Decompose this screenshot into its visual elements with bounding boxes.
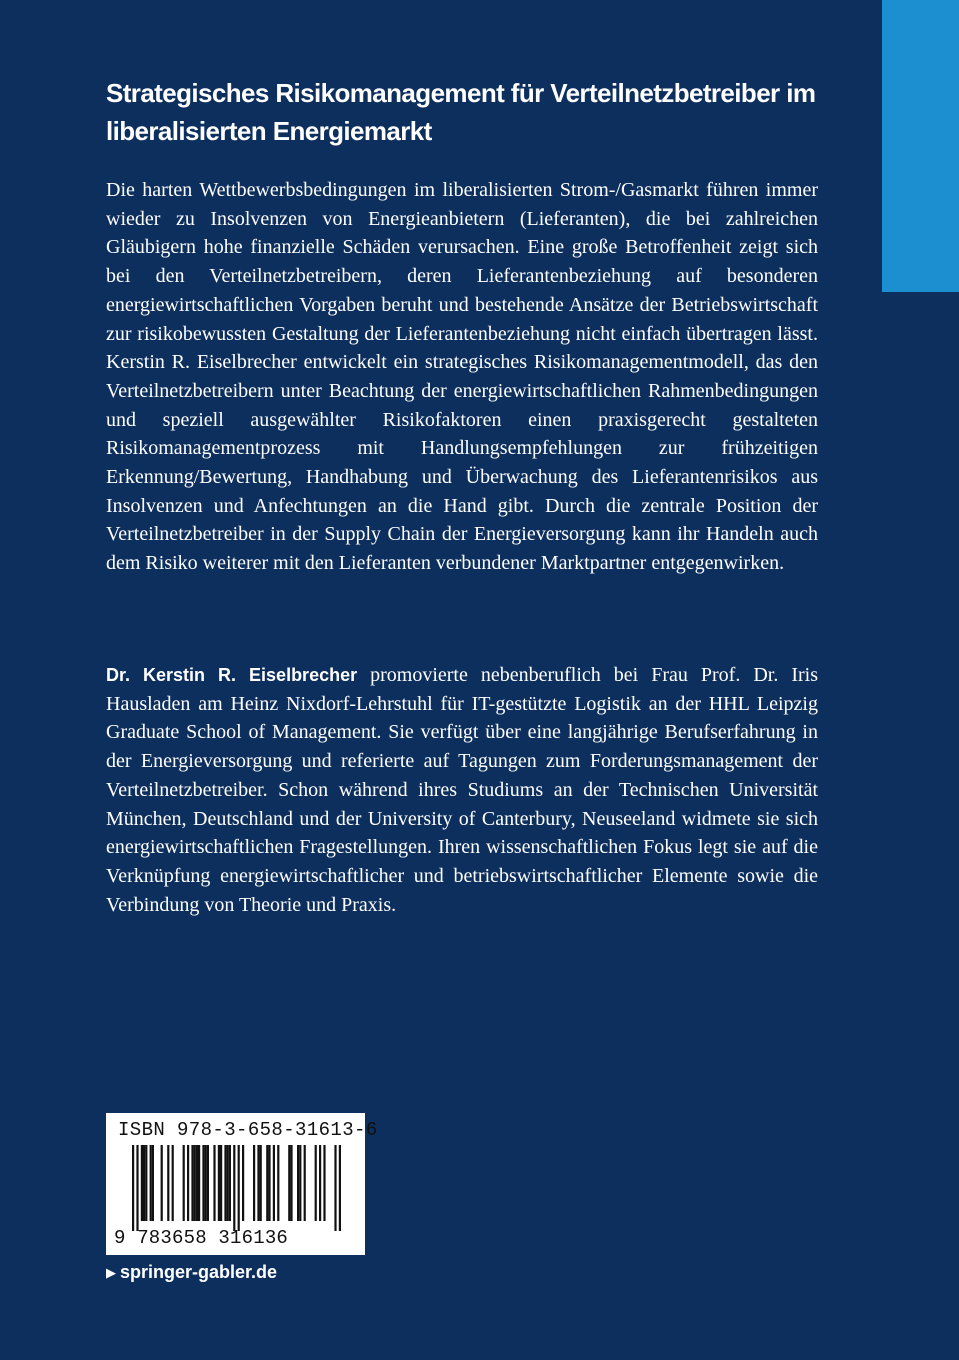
barcode-bar <box>339 1145 341 1231</box>
barcode-bar <box>297 1145 299 1221</box>
author-name: Dr. Kerstin R. Eiselbrecher <box>106 665 358 685</box>
title-line-1: Strategisches Risikomanagement für Verteilnetzbetreiber im <box>106 78 816 108</box>
barcode-bar <box>334 1145 336 1231</box>
barcode-bar <box>143 1145 145 1221</box>
barcode-bar <box>304 1145 306 1221</box>
barcode-bar <box>288 1145 290 1221</box>
publisher-website-link[interactable] <box>106 1262 277 1283</box>
barcode-bar <box>161 1145 163 1221</box>
barcode-bar <box>268 1145 270 1221</box>
barcode-bar <box>220 1145 222 1221</box>
barcode-bar <box>238 1145 240 1231</box>
barcode-bar <box>224 1145 226 1221</box>
triangle-right-icon: ▶ <box>106 1265 116 1280</box>
barcode-bar <box>191 1145 193 1221</box>
barcode-bar <box>229 1145 231 1221</box>
barcode-bar <box>198 1145 200 1221</box>
barcode-bar <box>150 1145 152 1221</box>
barcode-bar <box>260 1145 262 1221</box>
barcode-bar <box>233 1145 235 1231</box>
title-line-2: liberalisierten Energiemarkt <box>106 116 432 146</box>
barcode-bar <box>136 1145 138 1231</box>
barcode-bar <box>266 1145 268 1221</box>
barcode-bar <box>299 1145 301 1221</box>
accent-tab <box>882 0 959 292</box>
author-bio-text: promovierte nebenberuflich bei Frau Prof. Dr. Iris Hausladen am Heinz Nixdorf-Lehrstuhl für IT-gestützte Logistik an der HHL Leipzig Graduate School of Management. Sie verfügt über eine langjährige Berufserfahrung in der Energieversorgung und referierte auf Tagungen zum Forderungsmanagement der Verteilnetzbetreiber. Schon während ihres Studiums an der Technischen Universität München, Deutschland und der University of Canterbury, Neuseeland widmete sie sich energiewirtschaftlichen Fragestellungen. Ihren wissenschaftlichen Fokus legt sie auf die Verknüpfung energiewirtschaftlicher und betriebswirtschaftlicher Elemente sowie die Verbindung von Theorie und Praxis. <box>106 664 819 916</box>
barcode-bar <box>196 1145 198 1221</box>
barcode-bar <box>202 1145 204 1221</box>
barcode-bar <box>213 1145 215 1221</box>
barcode-bar <box>141 1145 143 1221</box>
barcode-bar <box>183 1145 185 1221</box>
isbn-barcode <box>106 1113 378 1255</box>
barcode-bars <box>118 1145 352 1231</box>
barcode-bar <box>218 1145 220 1221</box>
barcode-bar <box>167 1145 169 1221</box>
isbn-label: ISBN 978-3-658-31613-6 <box>118 1119 378 1141</box>
barcode-bar <box>227 1145 229 1221</box>
barcode-bar <box>290 1145 292 1221</box>
barcode-bar <box>207 1145 209 1221</box>
barcode-bar <box>273 1145 275 1221</box>
barcode-bar <box>315 1145 317 1221</box>
book-title <box>106 74 846 150</box>
website-url: springer-gabler.de <box>120 1262 278 1282</box>
barcode-bar <box>152 1145 154 1221</box>
barcode-bar <box>205 1145 207 1221</box>
barcode-bar <box>242 1145 244 1221</box>
barcode-bar <box>132 1145 134 1231</box>
barcode-bar <box>277 1145 279 1221</box>
barcode-bar <box>187 1145 189 1221</box>
barcode-bar <box>253 1145 255 1221</box>
barcode-bar <box>194 1145 196 1221</box>
barcode-bar <box>145 1145 147 1221</box>
barcode-bar <box>323 1145 325 1221</box>
barcode-bar <box>319 1145 321 1221</box>
barcode-bar <box>172 1145 174 1221</box>
book-description: Die harten Wettbewerbsbedingungen im liberalisierten Strom-/Gasmarkt führen immer wieder zu Insolvenzen von Energieanbietern (Lieferanten), die bei zahlreichen Gläubigern hohe finanzielle Schäden verursachen. Eine große Betroffenheit zeigt sich bei den Verteilnetzbetreibern, deren Lieferantenbeziehung auf besonderen energiewirtschaftlichen Vorgaben beruht und bestehende Ansätze der Betriebswirtschaft zur risikobewussten Gestaltung der Lieferantenbeziehung nicht einfach übertragen lässt. Kerstin R. Eiselbrecher entwickelt ein strategisches Risikomanagementmodell, das den Verteilnetzbetreibern unter Beachtung der energiewirtschaftlichen Rahmenbedingungen und speziell ausgewählter Risikofaktoren einen praxisgerecht gestalteten Risikomanagementprozess mit Handlungsempfehlungen zur frühzeitigen Erkennung/Bewertung, Handhabung und Überwachung des Lieferantenrisikos aus Insolvenzen und Anfechtungen an die Hand gibt. Durch die zentrale Position der Verteilnetzbetreiber in der Supply Chain der Energieversorgung kann ihr Handeln auch dem Risiko weiterer mit den Lieferanten verbundener Marktpartner entgegenwirken. <box>106 179 818 575</box>
barcode-digits: 9 783658 316136 <box>114 1227 289 1249</box>
author-bio <box>106 661 818 919</box>
barcode-bar <box>257 1145 259 1221</box>
